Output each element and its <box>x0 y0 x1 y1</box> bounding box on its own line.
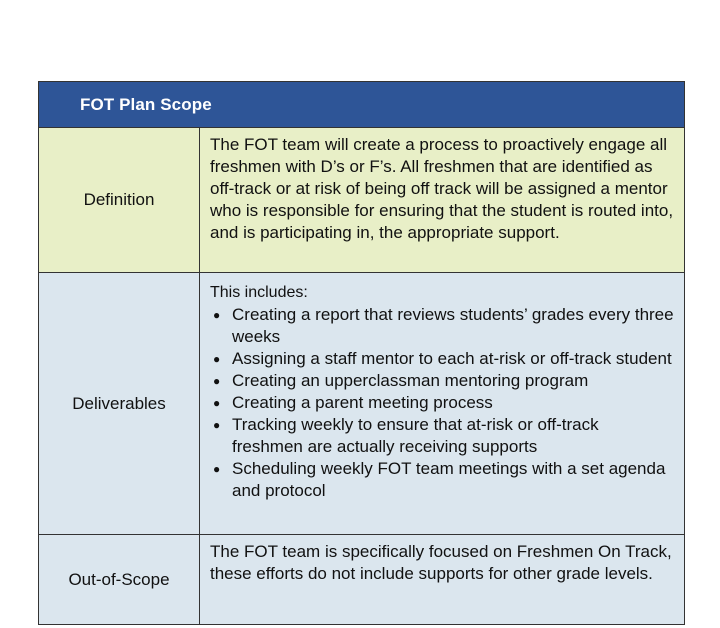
list-item-text: Tracking weekly to ensure that at-risk or off-track freshmen are actually receiving supports <box>232 415 599 456</box>
fot-plan-scope-table <box>38 81 685 625</box>
definition-text: The FOT team will create a process to proactively engage all freshmen with D’s or F’s. All freshmen that are identified as off-track or at risk of being off track will be assigned a mentor who is responsible for ensuring that the student is routed into, and is participating in, the appropriate support. <box>210 135 674 242</box>
list-item-text: Creating an upperclassman mentoring program <box>232 371 589 390</box>
deliverables-intro: This includes: <box>210 284 308 301</box>
deliverables-row <box>39 272 684 534</box>
bullet-icon: ● <box>213 396 221 410</box>
bullet-icon: ● <box>213 374 221 388</box>
list-item <box>210 392 674 414</box>
list-item-text: Creating a parent meeting process <box>232 393 493 412</box>
list-item <box>210 304 674 348</box>
list-item-text: Assigning a staff mentor to each at-risk or off-track student <box>232 349 672 368</box>
table-title: FOT Plan Scope <box>80 94 212 114</box>
list-item-text: Creating a report that reviews students’ grades every three weeks <box>232 305 674 346</box>
out-of-scope-text: The FOT team is specifically focused on Freshmen On Track, these efforts do not include supports for other grade levels. <box>210 542 672 583</box>
deliverables-label: Deliverables <box>39 273 200 534</box>
deliverables-content <box>200 273 684 534</box>
deliverables-list <box>210 304 674 502</box>
out-of-scope-row <box>39 534 684 624</box>
bullet-icon: ● <box>213 308 221 322</box>
list-item <box>210 458 674 502</box>
definition-label: Definition <box>39 128 200 272</box>
out-of-scope-label: Out-of-Scope <box>39 535 200 624</box>
list-item <box>210 414 674 458</box>
bullet-icon: ● <box>213 352 221 366</box>
list-item <box>210 348 674 370</box>
list-item-text: Scheduling weekly FOT team meetings with a set agenda and protocol <box>232 459 666 500</box>
bullet-icon: ● <box>213 462 221 476</box>
definition-row <box>39 128 684 272</box>
list-item <box>210 370 674 392</box>
table-header <box>39 82 684 128</box>
bullet-icon: ● <box>213 418 221 432</box>
